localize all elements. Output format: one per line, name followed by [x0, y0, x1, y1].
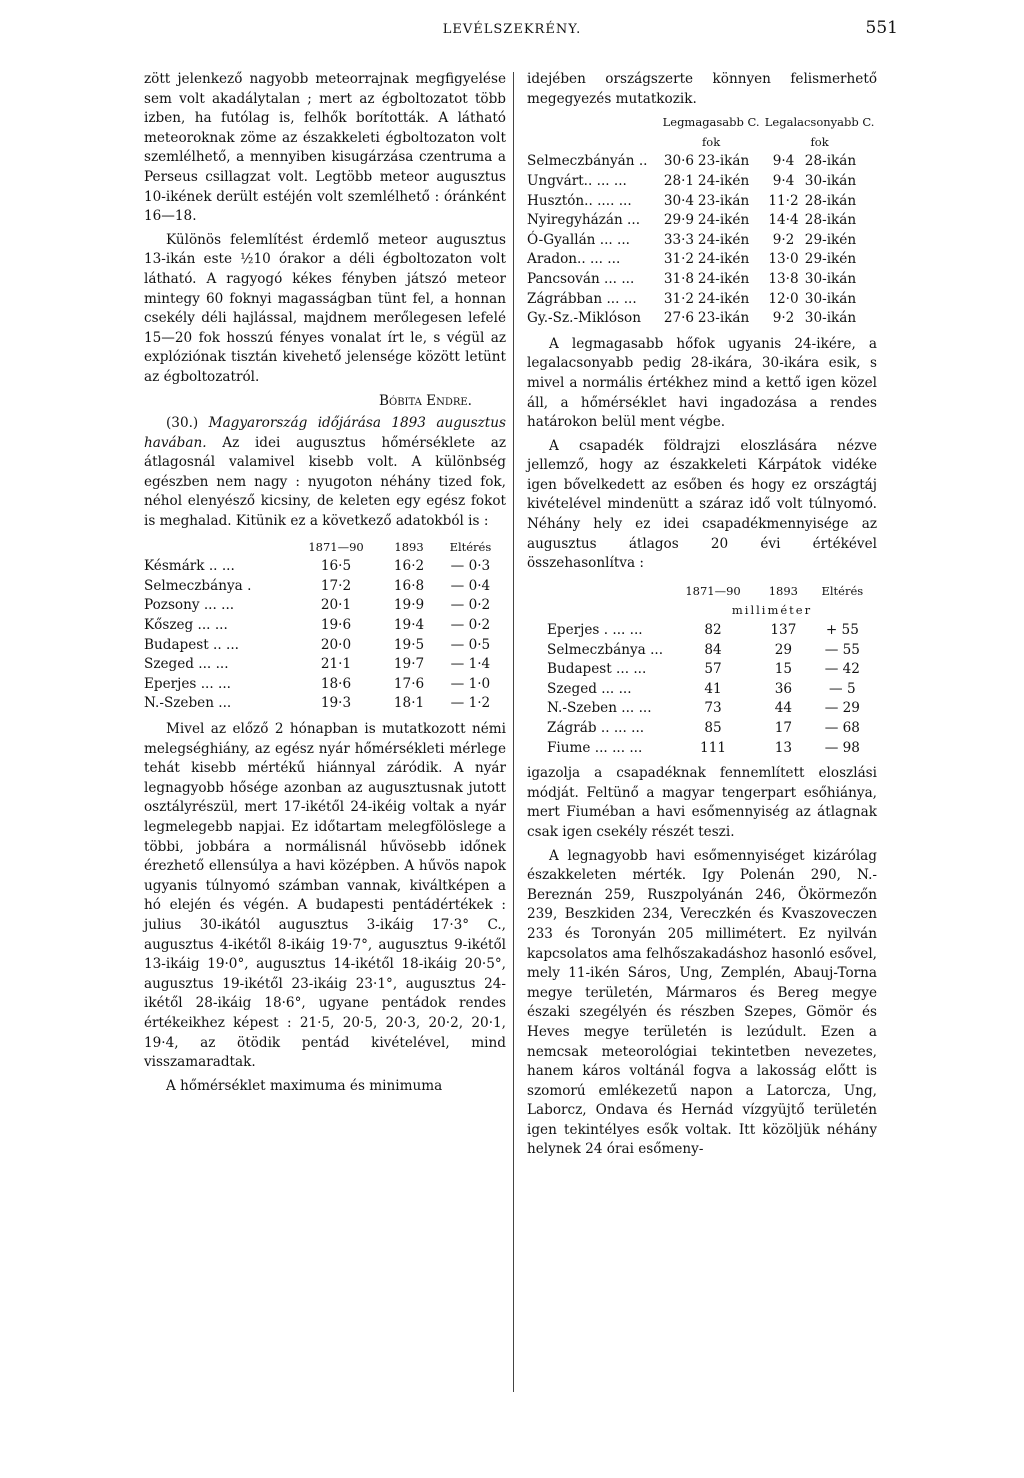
place-cell: Zágráb .. ... ...: [547, 720, 645, 736]
precipitation-paragraph: A csapadék földrajzi eloszlására nézve jellemző, hogy az északkeleti Kárpátok vidéke igen bővelkedett az esőben és hogy ez országtáj kivételével mindenütt a száraz idő volt túlnyomó. Néhány hely ez idei csapadékmennyisége az augusztus átlagos 20 évi értékével összehasonlítva :: [527, 437, 877, 572]
value-cell: 9·2: [772, 310, 795, 327]
place-cell: Selmeczbányán ..: [527, 153, 648, 170]
value-cell: 85: [704, 720, 722, 736]
value-cell: — 1·0: [450, 675, 491, 692]
place-cell: N.-Szeben ...: [144, 695, 232, 712]
value-cell: 11·2: [768, 192, 799, 209]
maximum-rain-paragraph: A legnagyobb havi esőmennyiséget kizárólag északkeleten mérték. Igy Polenán 290, N.-Bereznán 259, Ruszpolyánán 246, Ökörmezőn 239, Beszkiden 234, Vereczkén és Kvaszoveczen 233 és Toronyán 205 millimétert. Ez nyilván kapcsolatos ama felhőszakadáshoz hasonló esővel, mely 11-ikén Sáros, Ung, Zemplén, Abauj-Torna megye területén, Mármaros és Bereg megye északi szegélyén és részben Szepes, Gömör és Heves megye területén is lezúdult. Ezen a nemcsak meteorológiai tekintetben nevezetes, hanem káros voltánál fogva a lakosság előtt is szomorú emlékezetű napon a Latorcza, Ung, Laborcz, Ondava és Hernád vízgyüjtő területén igen tekintélyes esők voltak. Itt közöljük néhány helynek 24 órai esőmeny-: [527, 847, 877, 1158]
value-cell: 13·8: [768, 270, 799, 287]
value-cell: 137: [770, 622, 797, 639]
extremes-continuation: idejében országszerte könnyen felismerhető megegyezés mutatkozik.: [527, 71, 877, 107]
article-intro-text: Az idei augusztus hőmérséklete az átlagosnál valamivel kisebb volt. A különbség egészben nem nagy : nyugoton néhány tized fok, néhol elenyésző kicsiny, de keleten egy egész fokot is meghalad. Kitünik ez a következő adatokból is :: [144, 434, 506, 530]
value-cell: 36: [774, 680, 793, 697]
value-cell: — 1·4: [450, 656, 491, 673]
value-cell: 29-ikén: [804, 231, 857, 248]
value-cell: — 0·3: [450, 558, 491, 575]
place-cell: Nyiregyházán ...: [527, 212, 641, 229]
place-cell: Fiume ... ... ...: [547, 739, 643, 756]
right-column: [527, 70, 877, 1164]
value-cell: 21·1: [320, 656, 352, 673]
value-cell: 28-ikán: [804, 212, 857, 229]
value-cell: 19·3: [320, 695, 352, 712]
article-number: (30.): [166, 415, 199, 432]
weather-article-intro: [144, 414, 506, 532]
value-cell: + 55: [825, 622, 859, 639]
author-signature: Bóbita Endre.: [379, 392, 472, 409]
table-row: [144, 694, 506, 714]
column-header: 1871—90: [685, 583, 741, 598]
place-cell: Kőszeg ... ...: [144, 617, 228, 634]
value-cell: 111: [700, 739, 726, 756]
value-cell: 44: [774, 700, 793, 717]
value-cell: 15: [774, 661, 793, 678]
place-cell: Eperjes ... ...: [144, 675, 231, 692]
page-number: 551: [865, 18, 898, 38]
value-cell: 24-ikén: [697, 290, 750, 307]
precipitation-summary: igazolja a csapadéknak fennemlített eloszlási módját. Feltünő a magyar tengerpart esőhiánya, mert Fiuméban a havi esőmennyiség az átlagnak csak igen csekély részét teszi.: [527, 765, 877, 840]
place-cell: Ungvárt.. ... ...: [527, 172, 627, 189]
place-cell: N.-Szeben ... ...: [547, 700, 652, 717]
place-cell: Selmeczbánya ...: [547, 641, 664, 658]
table-row: [527, 270, 877, 290]
table-row: [527, 621, 877, 641]
value-cell: 24-ikén: [697, 212, 750, 229]
value-cell: 16·2: [393, 558, 425, 575]
place-cell: Pozsony ... ...: [144, 597, 235, 614]
table-row: [144, 616, 506, 636]
meteor-paragraph: zött jelenkező nagyobb meteorrajnak megfigyelése sem volt akadálytalan ; mert az égboltozatot több izben, ha futólag is, felhők borították. A látható meteoroknak zöme az északkeleti égboltozaton volt szemlélhető, a mennyiben kisugárzása czentruma a Perseus csillagzat volt. Legtöbb meteor augusztus 10-ikének derült estéjén volt szemlélhető : óránként 16—18.: [144, 71, 506, 225]
value-cell: — 5: [829, 680, 856, 697]
table-row: [527, 172, 877, 192]
precipitation-table: [527, 582, 877, 758]
value-cell: 14·4: [768, 212, 799, 229]
value-cell: 31·2: [663, 251, 695, 268]
value-cell: 9·4: [772, 153, 795, 170]
extremes-paragraph: A legmagasabb hőfok ugyanis 24-ikére, a legalacsonyabb pedig 28-ikára, 30-ikára esik, s mivel a normális értékhez mind a kettő igen közel áll, a hőmérséklet havi ingadozása a rendes határokon belül ment végbe.: [527, 335, 877, 431]
place-cell: Pancsován ... ...: [527, 270, 635, 287]
value-cell: 28-ikán: [804, 192, 857, 209]
value-cell: 24-ikén: [697, 270, 750, 287]
table-row: [527, 719, 877, 739]
value-cell: 30-ikán: [804, 290, 857, 307]
table-row: [527, 250, 877, 270]
value-cell: 30-ikán: [804, 310, 857, 327]
place-cell: Zágrábban ... ...: [527, 290, 637, 307]
value-cell: 24-ikén: [697, 172, 750, 189]
value-cell: 30·4: [663, 192, 695, 209]
table-row: [144, 675, 506, 695]
table-header-row: [144, 538, 506, 558]
table-row: [527, 290, 877, 310]
table-row: [144, 577, 506, 597]
value-cell: 23-ikán: [697, 153, 750, 170]
table-row: [144, 655, 506, 675]
column-header: Legalacsonyabb C. fok: [764, 115, 875, 149]
value-cell: 9·4: [772, 172, 795, 189]
place-cell: Aradon.. ... ...: [527, 251, 621, 268]
value-cell: — 55: [824, 641, 860, 658]
value-cell: — 0·2: [450, 617, 491, 634]
table-row: [144, 557, 506, 577]
summer-paragraph: Mivel az előző 2 hónapban is mutatkozott némi melegséghiány, az egész nyár hőmérsékleti mérlege tehát kisebb mértékű hiánnyal záródik. A nyár legnagyobb hősége azonban az augusztusnak jutott osztályrészül, mert 17-ikétől 24-ikéig voltak a nyár legmelegebb napjai. Ez időtartam melegfölöslege a többi, jobbára a normálisnál hűvösebb időnek érezhető ellensúlya a havi középben. A hűvös napok ugyanis túlnyomó számban vannak, kiváltképen a hó elején és végén. A budapesti pentádértékek : julius 30-ikától augusztus 3-ikáig 17·3° C., augusztus 4-ikétől 8-ikáig 19·7°, augusztus 9-ikétől 13-ikáig 19·0°, augusztus 14-ikétől 18-ikáig 20·5°, augusztus 19-ikétől 23-ikáig 23·1°, augusztus 24-ikétől 28-ikáig 18·6°, ugyane pentádok rendes értékeikhez képest : 21·5, 20·5, 20·3, 20·2, 20·1, 19·4, az ötödik pentád kivételével, mind visszamaradtak.: [144, 721, 506, 1071]
value-cell: — 98: [824, 739, 860, 756]
value-cell: 31·2: [663, 290, 695, 307]
value-cell: — 0·5: [450, 636, 491, 653]
value-cell: 12·0: [768, 290, 799, 307]
meteor-detail-paragraph: Különös felemlítést érdemlő meteor augusztus 13-ikán este ½10 órakor a déli égboltozaton volt látható. A ragyogó kékes fényben játszó meteor mintegy 60 foknyi magasságban tünt fel, a honnan csekély déli hajlással, majdnem merőlegesen lefelé 15—20 fok hosszú fényes vonalat írt le, s végül az explóziónak tisztán kivehető jelensége között letünt az égboltozatról.: [144, 231, 506, 385]
value-cell: — 68: [824, 720, 860, 736]
left-column: [144, 70, 506, 1100]
extremes-table: [527, 113, 877, 329]
extremes-intro: A hőmérséklet maximuma és minimuma: [166, 1077, 443, 1094]
value-cell: — 1·2: [450, 695, 491, 712]
unit-label: milliméter: [731, 603, 813, 618]
table-header-row: [527, 582, 877, 602]
column-header: Eltérés: [821, 583, 864, 598]
place-cell: Ó-Gyallán ... ...: [527, 231, 631, 248]
table-header-row: [527, 113, 877, 152]
value-cell: 20·1: [320, 597, 352, 614]
value-cell: 19·7: [393, 656, 425, 673]
place-cell: Husztón.. .... ...: [527, 192, 632, 209]
value-cell: 29: [774, 641, 793, 658]
value-cell: 29-ikén: [804, 251, 857, 268]
value-cell: 13: [774, 739, 793, 756]
article-heading: Magyarország időjárása 1893 augusztus havában.: [144, 415, 507, 451]
value-cell: — 42: [824, 661, 860, 678]
value-cell: 41: [704, 680, 722, 697]
value-cell: 17·2: [320, 577, 352, 594]
value-cell: 82: [704, 622, 722, 639]
value-cell: 13·0: [768, 251, 799, 268]
column-divider: [513, 72, 514, 1392]
table-row: [144, 596, 506, 616]
value-cell: 17: [774, 720, 793, 736]
place-cell: Budapest .. ...: [144, 636, 239, 653]
value-cell: 57: [704, 661, 722, 678]
value-cell: 9·2: [772, 231, 795, 248]
column-header: 1893: [394, 539, 424, 554]
value-cell: 24-ikén: [697, 251, 750, 268]
value-cell: 23-ikán: [697, 310, 750, 327]
column-header: 1893: [768, 583, 798, 598]
value-cell: 33·3: [663, 231, 695, 248]
value-cell: 16·8: [393, 577, 425, 594]
column-header: Eltérés: [449, 539, 492, 554]
value-cell: 30-ikán: [804, 172, 857, 189]
table-row: [144, 636, 506, 656]
table-row: [527, 699, 877, 719]
table-row: [527, 660, 877, 680]
value-cell: 17·6: [393, 675, 425, 692]
place-cell: Késmárk .. ...: [144, 558, 235, 575]
place-cell: Gy.-Sz.-Miklóson: [527, 310, 641, 327]
value-cell: 16·5: [320, 558, 352, 575]
place-cell: Szeged ... ...: [547, 680, 632, 697]
column-header: Legmagasabb C. fok: [662, 115, 760, 149]
value-cell: — 0·2: [450, 597, 491, 614]
table-row: [527, 152, 877, 172]
value-cell: 31·8: [663, 270, 695, 287]
place-cell: Eperjes . ... ...: [547, 622, 643, 639]
table-row: [527, 211, 877, 231]
unit-row: [527, 601, 877, 621]
value-cell: 19·6: [320, 617, 352, 634]
value-cell: 18·1: [393, 695, 425, 712]
table-row: [527, 641, 877, 661]
table-row: [527, 231, 877, 251]
value-cell: 30·6: [663, 153, 695, 170]
value-cell: 28·1: [663, 172, 695, 189]
place-cell: Budapest ... ...: [547, 661, 647, 678]
temperature-table: [144, 538, 506, 714]
table-row: [527, 309, 877, 329]
table-row: [527, 680, 877, 700]
table-row: [527, 192, 877, 212]
column-header: 1871—90: [308, 539, 364, 554]
value-cell: 29·9: [663, 212, 695, 229]
value-cell: 27·6: [663, 310, 695, 327]
value-cell: 19·9: [393, 597, 425, 614]
value-cell: 23-ikán: [697, 192, 750, 209]
value-cell: — 0·4: [450, 577, 491, 594]
value-cell: 24-ikén: [697, 231, 750, 248]
value-cell: 73: [704, 700, 722, 717]
value-cell: 18·6: [320, 675, 352, 692]
value-cell: 19·5: [393, 636, 425, 653]
table-row: [527, 739, 877, 759]
place-cell: Selmeczbánya .: [144, 577, 252, 594]
value-cell: 84: [704, 641, 722, 658]
place-cell: Szeged ... ...: [144, 656, 229, 673]
value-cell: 20·0: [320, 636, 352, 653]
value-cell: 30-ikán: [804, 270, 857, 287]
value-cell: 28-ikán: [804, 153, 857, 170]
value-cell: — 29: [824, 700, 860, 717]
value-cell: 19·4: [393, 617, 425, 634]
running-header: LEVÉLSZEKRÉNY.: [442, 22, 582, 37]
